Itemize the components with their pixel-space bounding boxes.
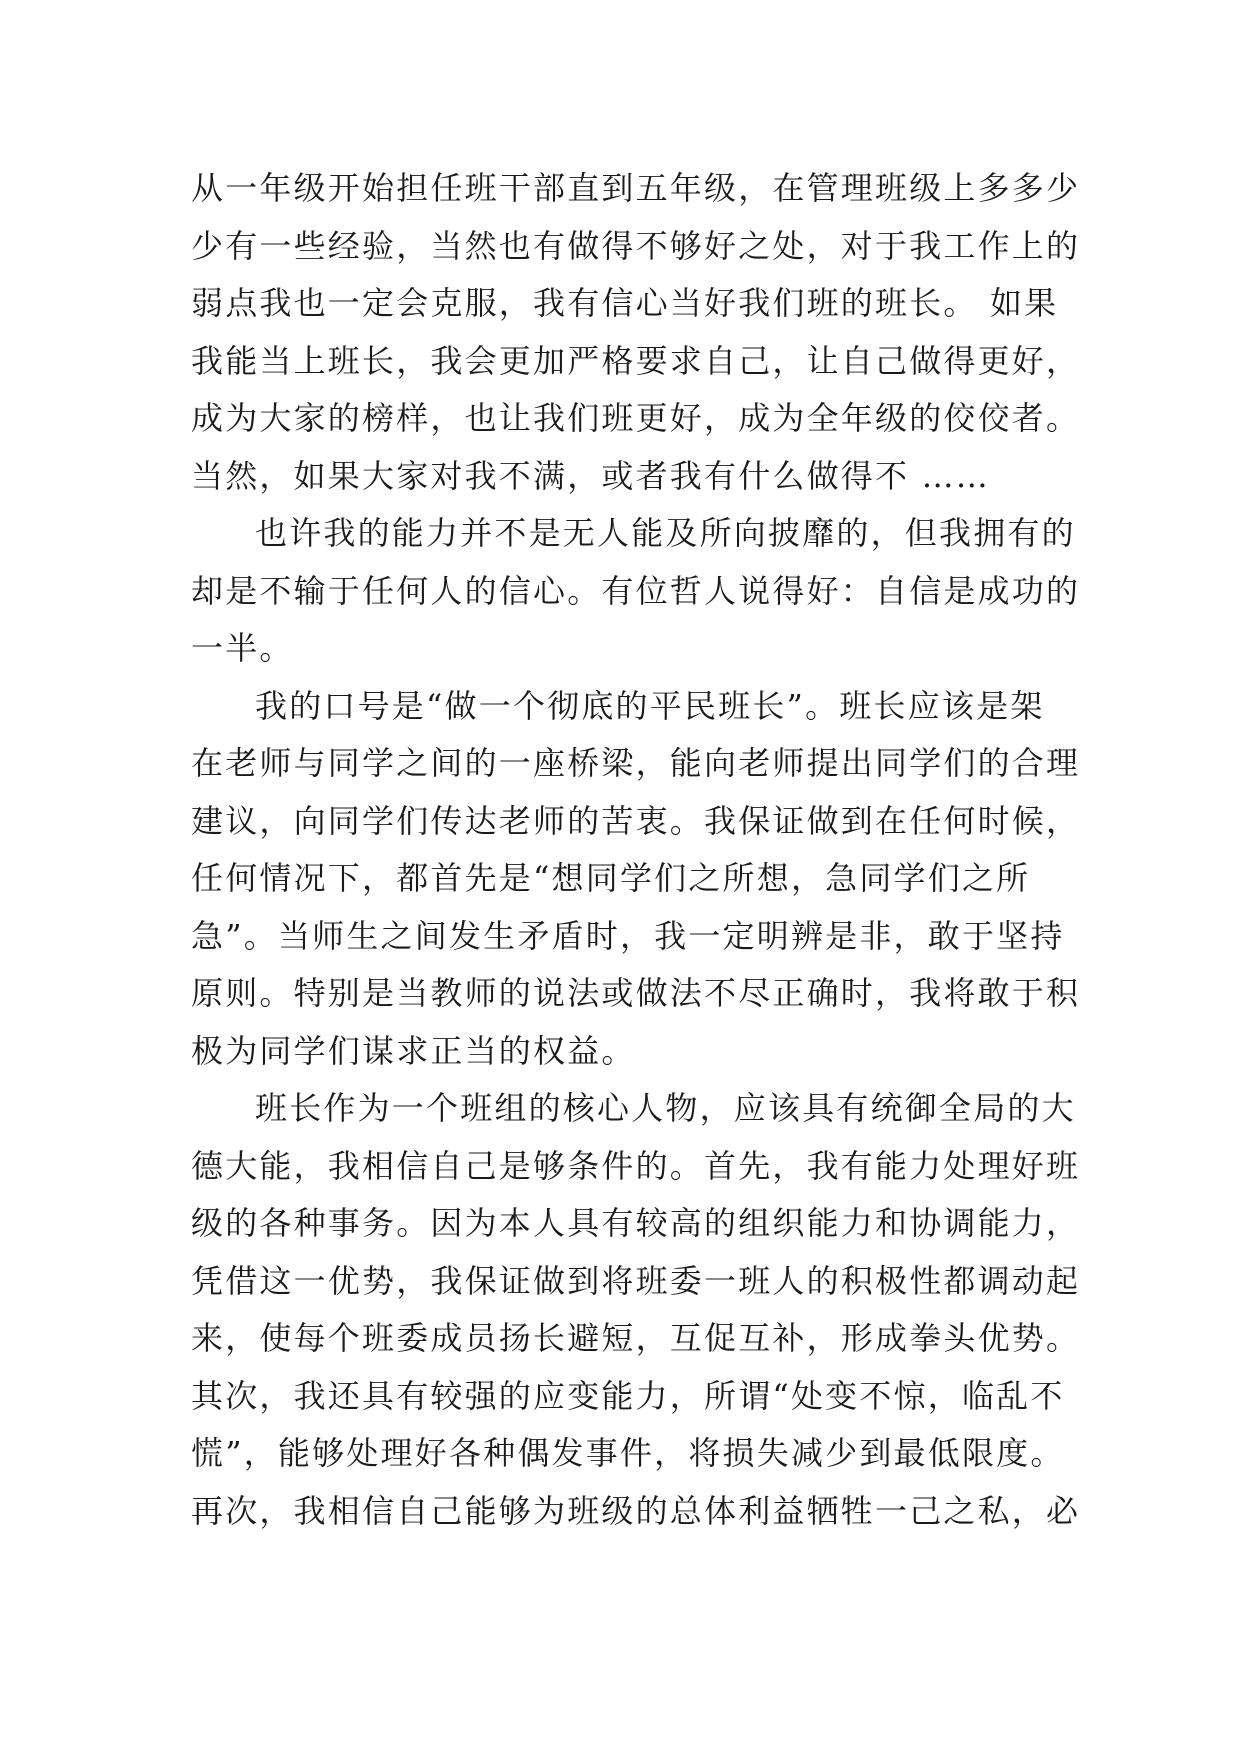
text-line: 建议，向同学们传达老师的苦衷。我保证做到在任何时候， — [191, 801, 1081, 840]
text-line: 急”。当师生之间发生矛盾时，我一定明辨是非，敢于坚持 — [191, 916, 1065, 955]
text-line: 慌”，能够处理好各种偶发事件，将损失减少到最低限度。 — [191, 1434, 1065, 1472]
text-line: 当然，如果大家对我不满，或者我有什么做得不 …… — [191, 456, 990, 495]
text-line: 却是不输于任何人的信心。有位哲人说得好：自信是成功的 — [191, 571, 1081, 610]
text-line: 再次，我相信自己能够为班级的总体利益牺牲一己之私，必 — [191, 1491, 1081, 1530]
paragraph-first-line: 我的口号是“做一个彻底的平民班长”。班长应该是架 — [255, 686, 1045, 725]
text-line: 我能当上班长，我会更加严格要求自己，让自己做得更好， — [191, 341, 1081, 380]
paragraph-first-line: 也许我的能力并不是无人能及所向披靡的，但我拥有的 — [255, 514, 1076, 552]
text-line: 极为同学们谋求正当的权益。 — [191, 1031, 636, 1070]
text-line: 弱点我也一定会克服，我有信心当好我们班的班长。 如果 — [191, 284, 1059, 322]
text-line: 其次，我还具有较强的应变能力，所谓“处变不惊，临乱不 — [191, 1376, 1065, 1415]
text-line: 从一年级开始担任班干部直到五年级，在管理班级上多多少 — [191, 169, 1081, 207]
text-line: 级的各种事务。因为本人具有较高的组织能力和协调能力， — [191, 1204, 1081, 1242]
document-body — [191, 160, 1081, 1540]
text-line: 凭借这一优势，我保证做到将班委一班人的积极性都调动起 — [191, 1261, 1081, 1300]
text-line: 任何情况下，都首先是“想同学们之所想，急同学们之所 — [191, 859, 1031, 897]
text-line: 德大能，我相信自己是够条件的。首先，我有能力处理好班 — [191, 1146, 1081, 1185]
text-line: 在老师与同学之间的一座桥梁，能向老师提出同学们的合理 — [191, 744, 1081, 782]
paragraph-first-line: 班长作为一个班组的核心人物，应该具有统御全局的大 — [255, 1089, 1076, 1127]
text-line: 一半。 — [191, 629, 294, 667]
text-line: 来，使每个班委成员扬长避短，互促互补，形成拳头优势。 — [191, 1319, 1081, 1357]
text-line: 少有一些经验，当然也有做得不够好之处，对于我工作上的 — [191, 226, 1081, 265]
text-line: 原则。特别是当教师的说法或做法不尽正确时，我将敢于积 — [191, 974, 1081, 1012]
text-line: 成为大家的榜样，也让我们班更好，成为全年级的佼佼者。 — [191, 399, 1081, 437]
